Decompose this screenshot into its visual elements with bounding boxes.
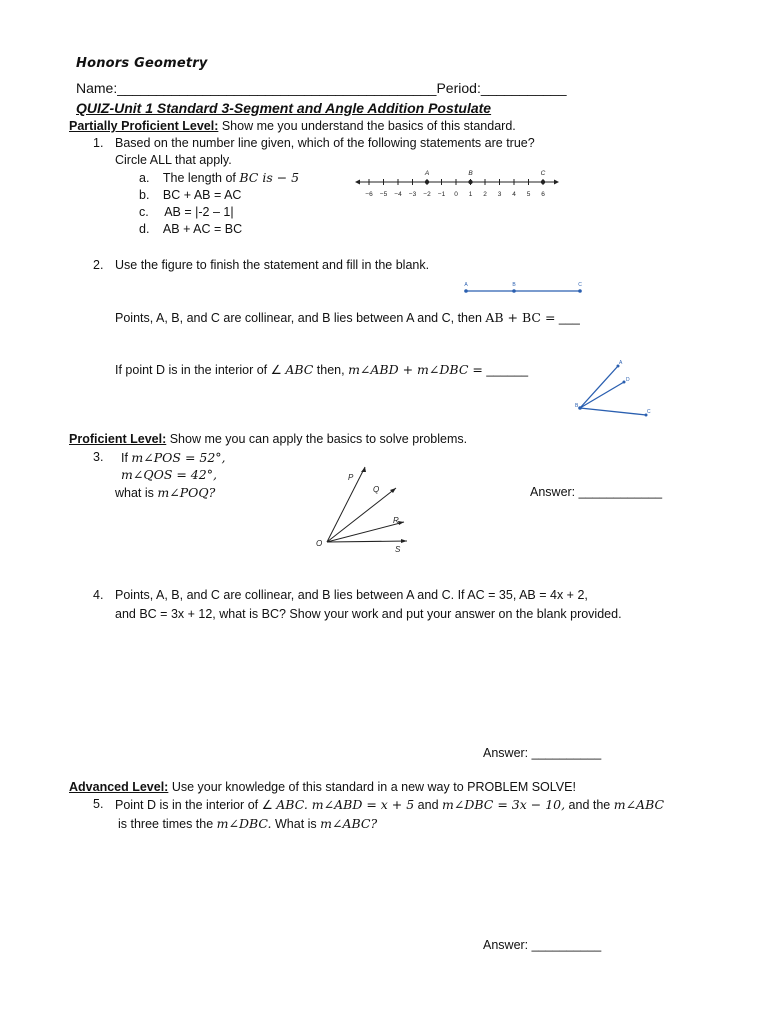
quiz-title: QUIZ-Unit 1 Standard 3-Segment and Angle Addition Postulate (76, 100, 492, 116)
label-c: C (578, 282, 582, 288)
tick-label: 3 (497, 191, 502, 198)
tick-label: −5 (379, 191, 388, 198)
tick-label: −3 (408, 191, 417, 198)
course-title: Honors Geometry (76, 56, 208, 71)
svg-text:A: A (619, 360, 623, 366)
period-label: Period: (436, 80, 481, 96)
svg-text:D: D (626, 377, 630, 383)
q5-line2: is three times the m∠DBC. What is m∠ABC? (118, 816, 378, 831)
tick-label: −1 (437, 191, 446, 198)
q4-number: 4. (93, 588, 104, 602)
q5-answer-blank[interactable]: __________ (531, 938, 602, 952)
tick-label: 1 (468, 191, 473, 198)
level-label: Advanced Level: (69, 780, 169, 794)
number-line-point-label: B (468, 170, 473, 177)
q4-line1: Points, A, B, and C are collinear, and B lies between A and C. If AC = 35, AB = 4x + 2, (115, 588, 588, 602)
tick-label: −6 (365, 191, 373, 198)
q3-number: 3. (93, 450, 104, 464)
tick-label: 2 (483, 191, 487, 198)
tick-label: 5 (526, 191, 531, 198)
q3-answer-blank[interactable]: ____________ (578, 485, 663, 499)
q5-answer: Answer: __________ (483, 938, 602, 952)
period-blank[interactable]: ___________ (480, 80, 567, 96)
q4-line2: and BC = 3x + 12, what is BC? Show your work and put your answer on the blank provided. (115, 607, 622, 621)
name-blank[interactable]: _________________________________________ (117, 80, 437, 96)
tick-label: −4 (394, 191, 402, 198)
tick-label: −2 (423, 191, 431, 198)
partial-level-heading (69, 119, 516, 133)
q2-number: 2. (93, 258, 104, 272)
q5-line1: Point D is in the interior of ∠ ABC. m∠ABD = x + 5 and m∠DBC = 3x − 10, and the m∠ABC (115, 797, 665, 812)
label-q: Q (373, 485, 380, 494)
svg-text:B: B (575, 403, 579, 409)
number-line-point-label: C (540, 170, 546, 177)
q1-text: Based on the number line given, which of the following statements are true? (115, 136, 535, 150)
number-line-point-label: A (424, 170, 430, 177)
label-p: P (348, 473, 354, 482)
q1-option-c[interactable]: c. AB = |-2 – 1| (139, 205, 234, 219)
collinear-segment-figure (460, 280, 590, 298)
advanced-level-heading (69, 780, 576, 794)
q2-line1: Points, A, B, and C are collinear, and B lies between A and C, then AB + BC = ___ (115, 310, 580, 325)
label-a: A (464, 282, 468, 288)
q1-option-d[interactable]: d. AB + AC = BC (139, 222, 243, 236)
q4-answer-blank[interactable]: __________ (531, 746, 602, 760)
q1-number: 1. (93, 136, 104, 150)
angle-abc-figure (568, 356, 658, 422)
label-r: R (393, 516, 399, 525)
q2-text: Use the figure to finish the statement and fill in the blank. (115, 258, 430, 272)
number-line-point (425, 180, 429, 184)
label-o: O (316, 539, 323, 548)
point-c (578, 289, 582, 293)
number-line-point (541, 180, 545, 184)
q2-blank-2[interactable]: ______ (486, 363, 529, 377)
angle-pos-figure (312, 464, 412, 556)
number-line-figure (355, 168, 560, 200)
q4-answer: Answer: __________ (483, 746, 602, 760)
svg-text:C: C (647, 409, 651, 415)
proficient-level-heading (69, 432, 467, 446)
number-line-point (468, 180, 472, 184)
tick-label: 0 (454, 191, 458, 198)
q3-answer: Answer: ____________ (530, 485, 663, 499)
point-b (512, 289, 516, 293)
q2-blank-1[interactable]: ___ (558, 311, 580, 325)
level-label: Partially Proficient Level: (69, 119, 219, 133)
level-label: Proficient Level: (69, 432, 167, 446)
label-s: S (395, 545, 401, 554)
q2-line2: If point D is in the interior of ∠ ABC then, m∠ABD + m∠DBC = ______ (115, 362, 529, 377)
q3-line1: If m∠POS = 52°, (121, 450, 226, 465)
q3-line3: what is m∠POQ? (115, 485, 216, 500)
label-b: B (512, 282, 516, 288)
point-a (464, 289, 468, 293)
q5-number: 5. (93, 797, 104, 811)
q3-line2: m∠QOS = 42°, (121, 467, 217, 482)
level-desc: Use your knowledge of this standard in a new way to PROBLEM SOLVE! (168, 780, 576, 794)
tick-label: 6 (541, 191, 545, 198)
level-desc: Show me you understand the basics of this standard. (218, 119, 516, 133)
tick-label: 4 (512, 191, 516, 198)
q1-option-b[interactable]: b. BC + AB = AC (139, 188, 242, 202)
level-desc: Show me you can apply the basics to solve problems. (166, 432, 468, 446)
name-label: Name: (76, 80, 118, 96)
q1-option-a[interactable]: a. The length of BC is − 5 (139, 170, 300, 185)
q1-subtext: Circle ALL that apply. (115, 153, 232, 167)
name-line (76, 80, 566, 96)
